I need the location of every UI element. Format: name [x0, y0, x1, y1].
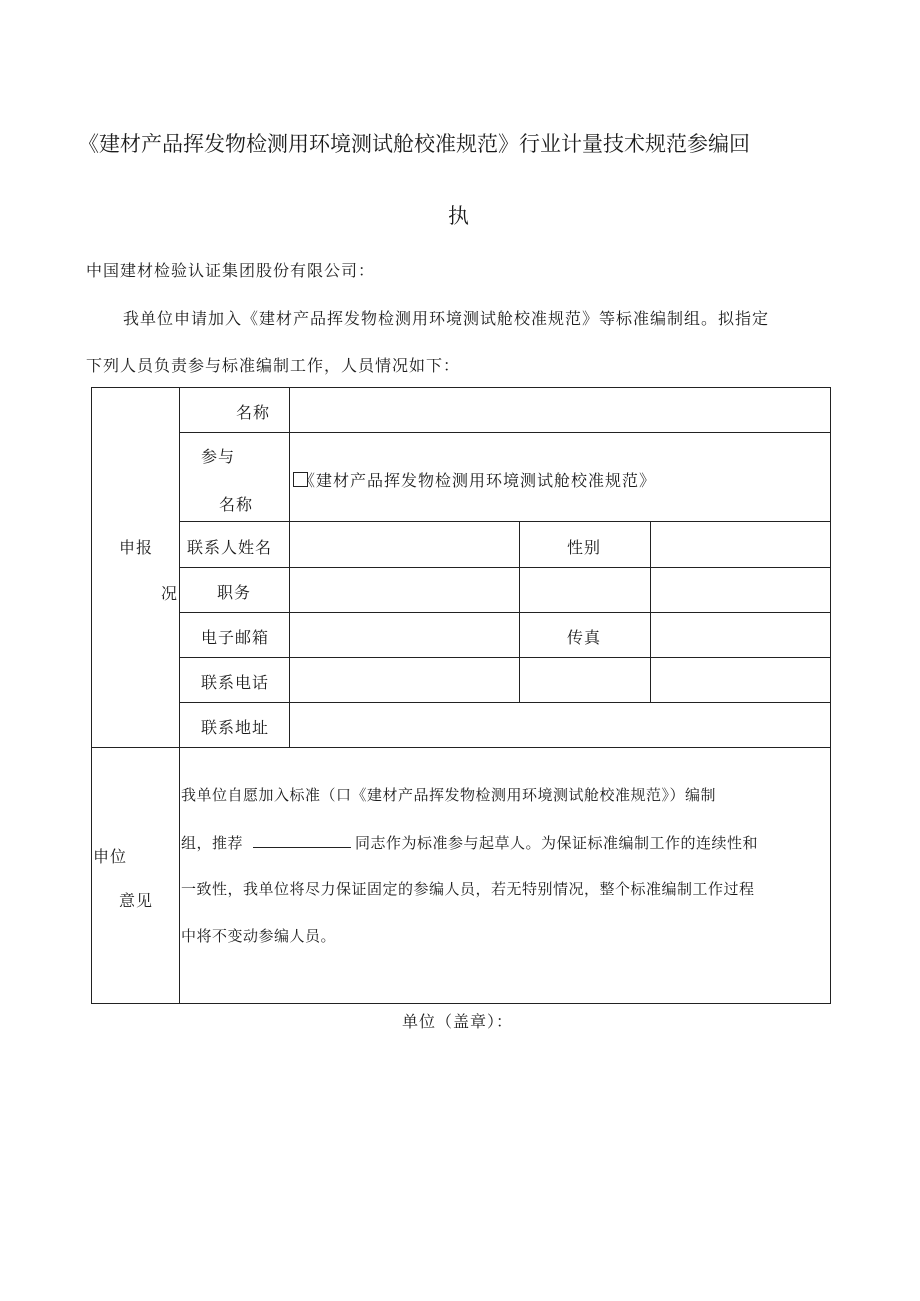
table-border-right — [830, 387, 831, 1004]
position-label: 职务 — [217, 583, 252, 602]
email-label: 电子邮箱 — [201, 628, 270, 647]
opinion-line-2-after: 同志作为标准参与起草人。为保证标准编制工作的连续性和 — [355, 834, 759, 852]
gender-field[interactable] — [651, 522, 830, 567]
participate-label-2: 名称 — [219, 495, 254, 514]
recommended-person-blank[interactable] — [253, 835, 351, 848]
addressee: 中国建材检验认证集团股份有限公司： — [86, 261, 376, 280]
phone-label: 联系电话 — [201, 673, 270, 692]
inner-column-divider-1 — [519, 521, 520, 702]
table-border-bottom — [91, 1003, 831, 1004]
section-divider — [91, 747, 831, 748]
unit-seal-label: 单位（盖章）： — [402, 1012, 514, 1031]
intro-line-2: 下列人员负责参与标准编制工作，人员情况如下： — [86, 356, 461, 375]
row-line-1 — [179, 432, 831, 433]
name-field[interactable] — [290, 388, 830, 432]
phone-field[interactable] — [290, 658, 519, 702]
participate-label-1: 参与 — [201, 447, 236, 466]
address-field[interactable] — [290, 703, 830, 747]
opinion-label-2: 意见 — [119, 891, 154, 910]
position-field[interactable] — [290, 568, 519, 612]
fax-field[interactable] — [651, 613, 830, 657]
table-border-left — [91, 387, 92, 1004]
name-label: 名称 — [236, 403, 271, 422]
contact-name-field[interactable] — [290, 522, 519, 567]
opinion-line-3: 一致性，我单位将尽力保证固定的参编人员，若无特别情况，整个标准编制工作过程 — [181, 880, 755, 898]
participate-option-text: 《建材产品挥发物检测用环境测试舱校准规范》 — [299, 471, 657, 490]
label-column-divider — [179, 387, 180, 1004]
fax-label: 传真 — [567, 628, 602, 647]
opinion-line-1: 我单位自愿加入标准（口《建材产品挥发物检测用环境测试舱校准规范》）编制 — [181, 786, 717, 804]
section-label-report: 申报 — [119, 538, 154, 557]
gender-label: 性别 — [567, 538, 602, 557]
email-field[interactable] — [290, 613, 519, 657]
document-title-line-1: 《建材产品挥发物检测用环境测试舱校准规范》行业计量技术规范参编回 — [78, 132, 750, 156]
section-label-situation: 况 — [161, 584, 179, 603]
opinion-line-4: 中将不变动参编人员。 — [181, 927, 337, 945]
opinion-label-1: 申位 — [93, 847, 128, 866]
contact-name-label: 联系人姓名 — [187, 538, 273, 557]
registration-form-table — [91, 387, 831, 1004]
opinion-line-2-before: 组，推荐 — [181, 834, 244, 852]
address-label: 联系地址 — [201, 718, 270, 737]
opinion-line-2 — [181, 832, 758, 853]
intro-line-1: 我单位申请加入《建材产品挥发物检测用环境测试舱校准规范》等标准编制组。拟指定 — [123, 309, 770, 328]
document-title-line-2: 执 — [448, 204, 469, 228]
